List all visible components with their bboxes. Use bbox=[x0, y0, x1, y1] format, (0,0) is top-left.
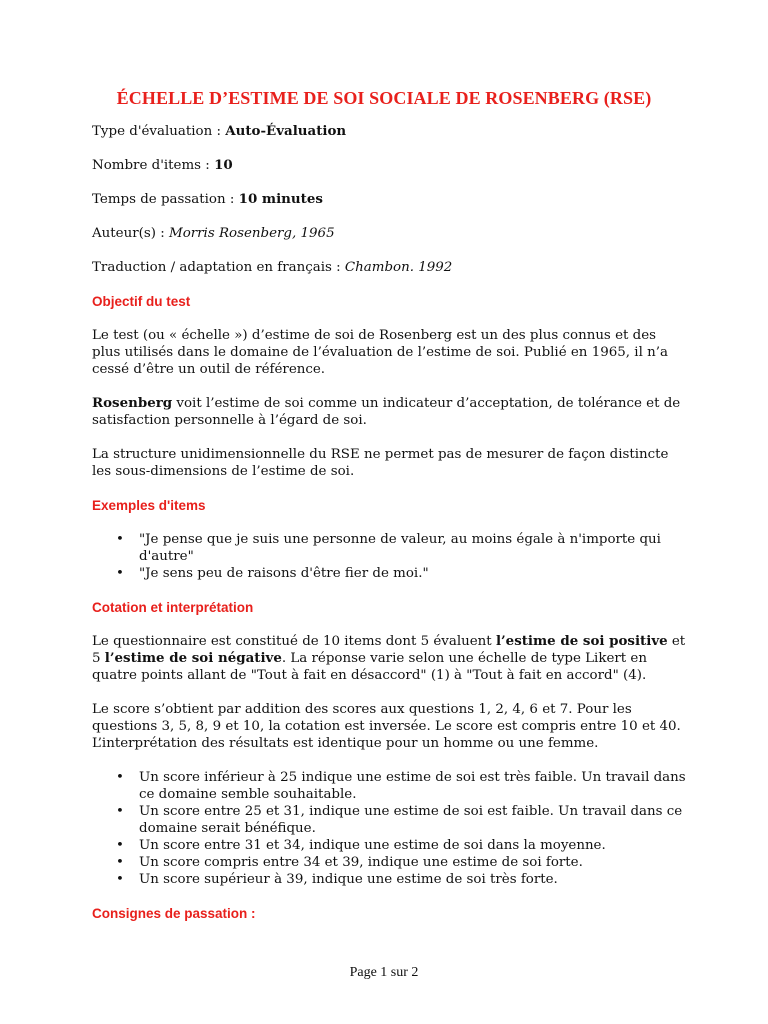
scoring-text: . La réponse varie selon une échelle de type Likert en quatre points allant de "Tout à fait en désaccord" (1) à "Tout à fait en accord" (4). bbox=[92, 651, 647, 683]
objective-paragraph-1: Le test (ou « échelle ») d’estime de soi de Rosenberg est un des plus connus et des plus utilisés dans le domaine de l’évaluation de l’estime de soi. Publié en 1965, il n’a cessé d’être un outil de référence. bbox=[92, 328, 668, 377]
scoring-text: Le questionnaire est constitué de 10 items dont 5 évaluent bbox=[92, 634, 496, 649]
scoring-paragraph-1 bbox=[92, 633, 686, 684]
meta-translation-value: Chambon. 1992 bbox=[344, 260, 453, 275]
list-item: • "Je pense que je suis une personne de valeur, au moins égale à n'importe qui d'autre" bbox=[116, 531, 686, 565]
meta-item-count-label: Nombre d'items : bbox=[92, 158, 215, 173]
author-name-bold: Rosenberg bbox=[92, 395, 173, 411]
section-heading-objective: Objectif du test bbox=[92, 294, 191, 309]
examples-list bbox=[92, 531, 686, 582]
meta-item-count-value: 10 bbox=[214, 157, 233, 173]
meta-duration-label: Temps de passation : bbox=[92, 192, 239, 207]
list-item: • Un score inférieur à 25 indique une estime de soi est très faible. Un travail dans ce domaine semble souhaitable. bbox=[116, 769, 686, 803]
meta-author-value: Morris Rosenberg, 1965 bbox=[168, 226, 335, 241]
scoring-bold-positive: l’estime de soi positive bbox=[495, 633, 668, 649]
scoring-text: et 5 bbox=[92, 634, 686, 666]
scoring-paragraph-2: Le score s’obtient par addition des scores aux questions 1, 2, 4, 6 et 7. Pour les questions 3, 5, 8, 9 et 10, la cotation est inversée. Le score est compris entre 10 et 40. L’interprétation des résultats est identique pour un homme ou une femme. bbox=[92, 702, 681, 751]
meta-item-count bbox=[92, 157, 686, 174]
document-title: ÉCHELLE D’ESTIME DE SOI SOCIALE DE ROSENBERG (RSE) bbox=[116, 88, 652, 108]
meta-evaluation-type-value: Auto-Évaluation bbox=[225, 123, 347, 139]
meta-translation bbox=[92, 259, 686, 276]
meta-duration bbox=[92, 191, 686, 208]
list-item: • Un score entre 31 et 34, indique une estime de soi dans la moyenne. bbox=[116, 837, 686, 854]
section-heading-scoring: Cotation et interprétation bbox=[92, 600, 254, 615]
meta-evaluation-type bbox=[92, 123, 686, 140]
meta-author bbox=[92, 225, 686, 242]
scoring-bold-negative: l’estime de soi négative bbox=[104, 650, 282, 666]
meta-evaluation-type-label: Type d'évaluation : bbox=[92, 124, 226, 139]
page-content bbox=[92, 90, 686, 939]
list-item: • "Je sens peu de raisons d'être fier de moi." bbox=[116, 565, 686, 582]
list-item: • Un score entre 25 et 31, indique une estime de soi est faible. Un travail dans ce domaine serait bénéfique. bbox=[116, 803, 686, 837]
meta-translation-label: Traduction / adaptation en français : bbox=[92, 260, 345, 275]
meta-author-label: Auteur(s) : bbox=[92, 226, 169, 241]
objective-paragraph-3: La structure unidimensionnelle du RSE ne permet pas de mesurer de façon distincte les sous-dimensions de l’estime de soi. bbox=[92, 447, 669, 479]
list-item: • Un score supérieur à 39, indique une estime de soi très forte. bbox=[116, 871, 686, 888]
section-heading-instructions: Consignes de passation : bbox=[92, 906, 256, 921]
meta-duration-value: 10 minutes bbox=[238, 191, 323, 207]
objective-paragraph-2 bbox=[92, 395, 686, 429]
section-heading-examples: Exemples d'items bbox=[92, 498, 206, 513]
interpretation-list bbox=[92, 769, 686, 888]
page-number: Page 1 sur 2 bbox=[349, 965, 419, 980]
objective-paragraph-2-text: voit l’estime de soi comme un indicateur d’acceptation, de tolérance et de satisfaction personnelle à l’égard de soi. bbox=[92, 396, 681, 428]
list-item: • Un score compris entre 34 et 39, indique une estime de soi forte. bbox=[116, 854, 686, 871]
